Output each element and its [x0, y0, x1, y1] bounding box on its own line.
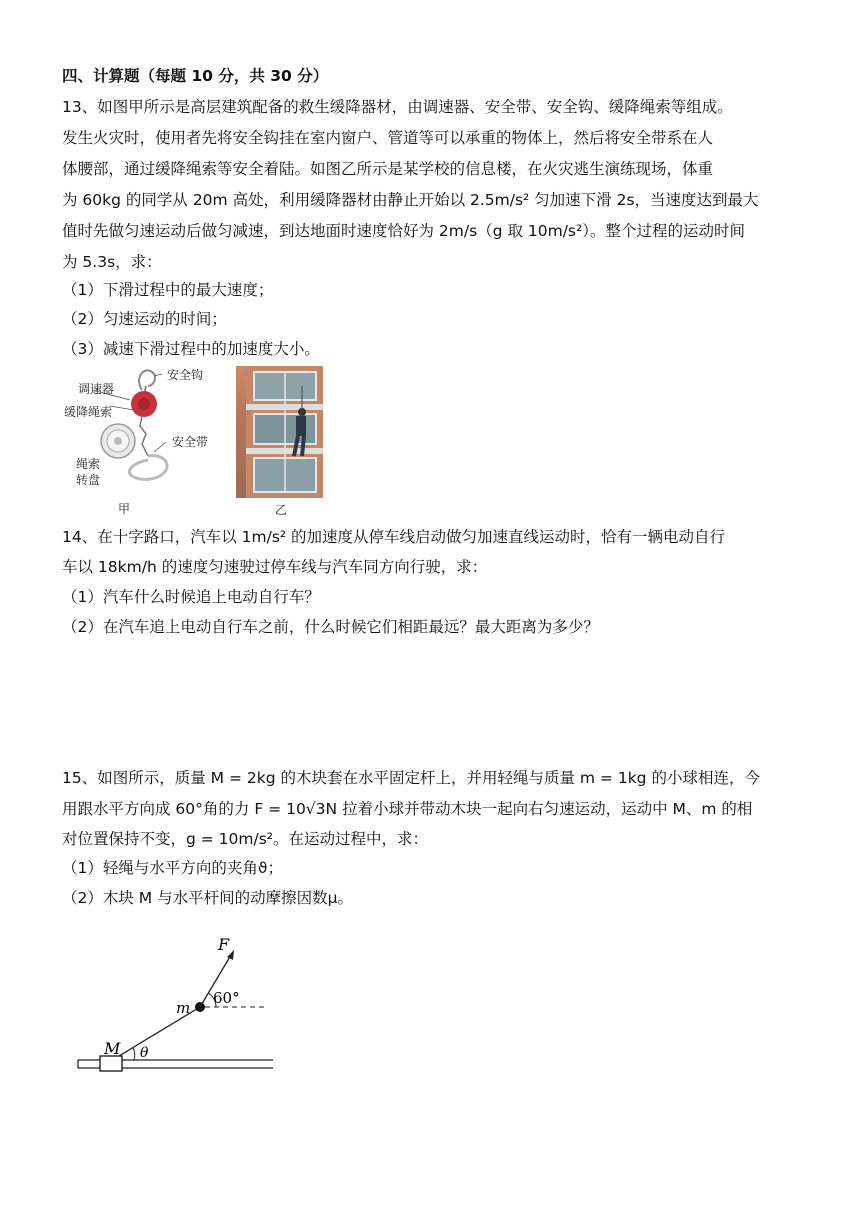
q13-line-5: 值时先做匀速运动后做匀减速，到达地面时速度恰好为 2m/s（g 取 10m/s²）。整个过程的运动时间 — [62, 222, 745, 240]
label-60deg: 60° — [213, 989, 240, 1007]
q14-sub-1: （1）汽车什么时候追上电动自行车？ — [62, 588, 320, 606]
q14-line-2: 车以 18km/h 的速度匀速驶过停车线与汽车同方向行驶，求： — [62, 558, 488, 576]
label-rope: 缓降绳索 — [64, 405, 113, 419]
force-diagram — [70, 935, 290, 1085]
block-M — [100, 1056, 122, 1071]
q15-line-1: 15、如图所示，质量 M = 2kg 的木块套在水平固定杆上，并用轻绳与质量 m = 1kg 的小球相连，今 — [62, 769, 760, 787]
label-m: m — [176, 999, 191, 1017]
building-photo — [236, 366, 323, 498]
label-theta: θ — [140, 1045, 149, 1061]
q15-sub-1: （1）轻绳与水平方向的夹角ϑ； — [62, 859, 283, 877]
q13-line-3: 体腰部，通过缓降绳索等安全着陆。如图乙所示是某学校的信息楼，在火灾逃生演练现场，体重 — [62, 160, 714, 178]
caption-a: 甲 — [118, 502, 131, 516]
q13-line-1: 13、如图甲所示是高层建筑配备的救生缓降器材，由调速器、安全带、安全钩、缓降绳索等组成。 — [62, 98, 733, 116]
section-title: 四、计算题（每题 10 分，共 30 分） — [62, 67, 329, 85]
label-safety-belt: 安全带 — [172, 435, 209, 449]
building-photo-drawing — [236, 366, 323, 498]
theta-arc — [133, 1048, 135, 1060]
q15-line-3: 对位置保持不变，g = 10m/s²。在运动过程中，求： — [62, 830, 429, 848]
caption-b: 乙 — [275, 503, 288, 517]
q14-line-1: 14、在十字路口，汽车以 1m/s² 的加速度从停车线启动做匀加速直线运动时，恰有一辆电动自行 — [62, 528, 726, 546]
q14-sub-2: （2）在汽车追上电动自行车之前，什么时候它们相距最远？最大距离为多少？ — [62, 618, 599, 636]
q13-line-4: 为 60kg 的同学从 20m 高处，利用缓降器材由静止开始以 2.5m/s² 匀加速下滑 2s，当速度达到最大 — [62, 191, 759, 209]
q13-sub-3: （3）减速下滑过程中的加速度大小。 — [62, 340, 320, 358]
q15-line-2: 用跟水平方向成 60°角的力 F = 10√3N 拉着小球并带动木块一起向右匀速运动，运动中 M、m 的相 — [62, 800, 753, 818]
q13-line-6: 为 5.3s，求： — [62, 253, 162, 271]
label-M: M — [104, 1039, 121, 1058]
q13-line-2: 发生火灾时，使用者先将安全钩挂在室内窗户、管道等可以承重的物体上，然后将安全带系在人 — [62, 129, 714, 147]
label-speed-regulator: 调速器 — [78, 382, 115, 396]
label-F: F — [218, 935, 230, 954]
q13-sub-2: （2）匀速运动的时间； — [62, 310, 227, 328]
q15-sub-2: （2）木块 M 与水平杆间的动摩擦因数μ。 — [62, 889, 353, 907]
label-safety-hook: 安全钩 — [167, 368, 204, 382]
q13-sub-1: （1）下滑过程中的最大速度； — [62, 281, 274, 299]
label-rope-reel-1: 绳索 — [76, 457, 101, 471]
label-rope-reel-2: 转盘 — [76, 473, 101, 487]
